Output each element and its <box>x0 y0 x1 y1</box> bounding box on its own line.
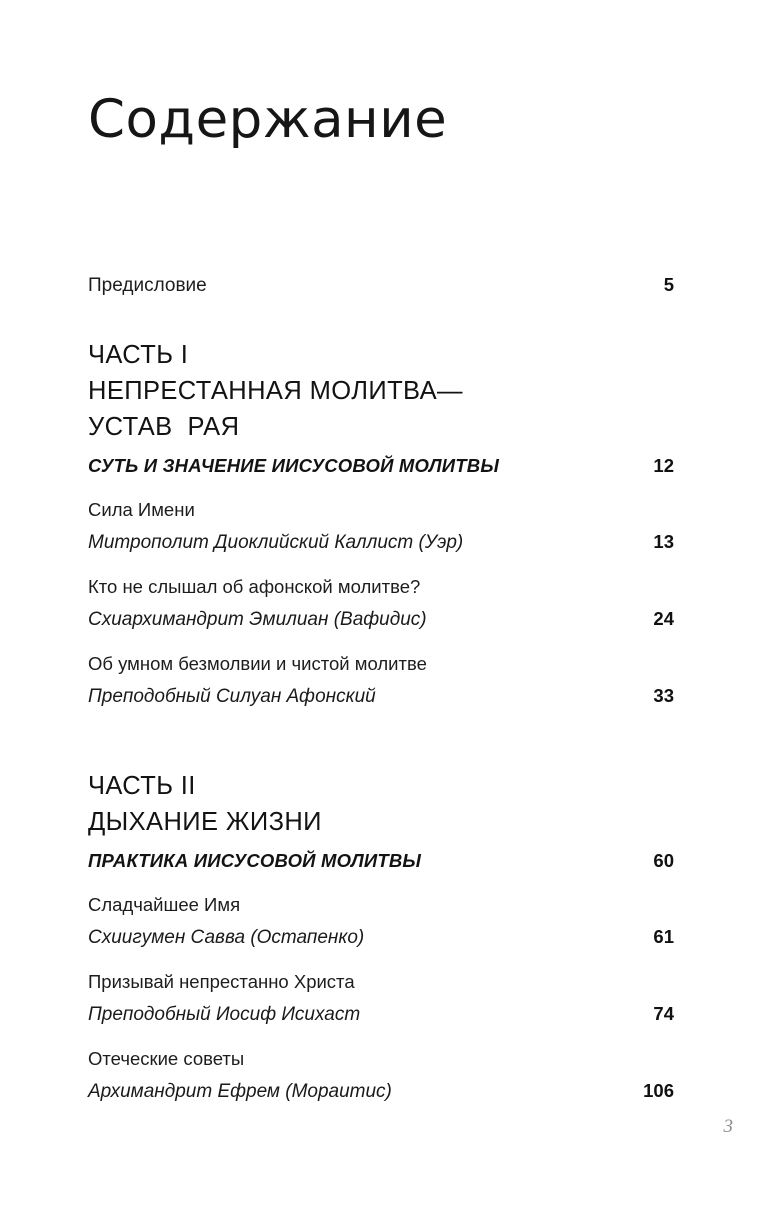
chapter-author-row <box>88 682 674 712</box>
chapter-author-row <box>88 1000 674 1030</box>
chapter-author: Преподобный Иосиф Исихаст <box>88 1004 361 1025</box>
chapter-author-row <box>88 923 674 953</box>
toc-chapter[interactable] <box>88 572 674 635</box>
toc-chapter[interactable] <box>88 890 674 953</box>
toc-chapter[interactable] <box>88 1044 674 1107</box>
part-label: ЧАСТЬ II <box>88 772 196 800</box>
chapter-author: Архимандрит Ефрем (Мораитис) <box>88 1081 392 1102</box>
chapter-author-row <box>88 605 674 635</box>
chapter-author-row <box>88 1077 674 1107</box>
part-title-line-2: УСТАВ РАЯ <box>88 413 240 441</box>
toc-section-page-number: 60 <box>653 850 674 871</box>
chapter-page-number: 106 <box>643 1080 674 1101</box>
chapter-page-number: 33 <box>653 685 674 706</box>
chapter-page-number: 74 <box>653 1003 674 1024</box>
part-label: ЧАСТЬ I <box>88 341 189 369</box>
chapter-author: Митрополит Диоклийский Каллист (Уэр) <box>88 532 464 553</box>
chapter-page-number: 61 <box>653 926 674 947</box>
chapter-page-number: 13 <box>653 531 674 552</box>
chapter-author: Схиархимандрит Эмилиан (Вафидис) <box>88 609 427 630</box>
chapter-title: Сила Имени <box>88 499 195 520</box>
part-title-line-1: ДЫХАНИЕ ЖИЗНИ <box>88 808 322 836</box>
chapter-author-row <box>88 528 674 558</box>
chapter-title: Об умном безмолвии и чистой молитве <box>88 653 427 674</box>
toc-part-2 <box>88 768 674 1107</box>
toc-section-label: СУТЬ И ЗНАЧЕНИЕ ИИСУСОВОЙ МОЛИТВЫ <box>88 455 500 476</box>
toc-entry-label: Предисловие <box>88 275 207 296</box>
toc-section-heading[interactable] <box>88 846 674 876</box>
toc-section-heading[interactable] <box>88 451 674 481</box>
toc-section-page-number: 12 <box>653 455 674 476</box>
toc-entry-preface[interactable] <box>88 272 674 299</box>
chapter-title: Кто не слышал об афонской молитве? <box>88 576 421 597</box>
toc-chapter[interactable] <box>88 649 674 712</box>
page-folio-number: 3 <box>723 1116 733 1137</box>
toc-chapter[interactable] <box>88 495 674 558</box>
toc-chapter[interactable] <box>88 967 674 1030</box>
chapter-title: Призывай непрестанно Христа <box>88 971 355 992</box>
chapter-title: Отеческие советы <box>88 1048 245 1069</box>
page-title: Содержание <box>88 89 448 150</box>
toc-part-1 <box>88 337 674 712</box>
toc-entry-page-number: 5 <box>663 274 674 295</box>
part-title-line-1: НЕПРЕСТАННАЯ МОЛИТВА— <box>88 377 463 405</box>
chapter-page-number: 24 <box>653 608 674 629</box>
toc-section-label: ПРАКТИКА ИИСУСОВОЙ МОЛИТВЫ <box>88 850 422 871</box>
chapter-author: Схиигумен Савва (Остапенко) <box>88 927 365 948</box>
toc-entry-list <box>88 272 674 1107</box>
chapter-title: Сладчайшее Имя <box>88 894 241 915</box>
chapter-author: Преподобный Силуан Афонский <box>88 686 376 707</box>
